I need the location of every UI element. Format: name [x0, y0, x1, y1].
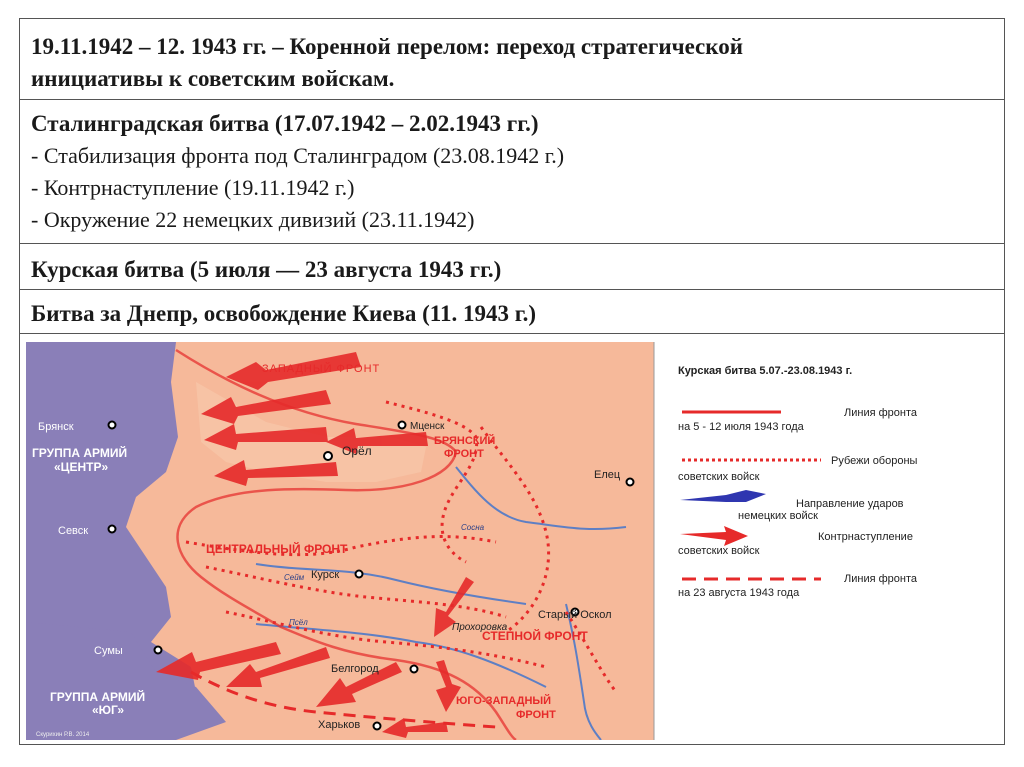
river-psel-label: Псёл [289, 618, 308, 627]
city-sevsk: Севск [58, 525, 89, 537]
header-line-1: 19.11.1942 – 12. 1943 гг. – Коренной перелом: переход стратегической [31, 34, 743, 59]
city-bryansk: Брянск [38, 421, 74, 433]
stalingrad-row [20, 100, 1004, 244]
label-yugozap-1: ЮГО-ЗАПАДНЫЙ [456, 695, 552, 707]
legend-3-line1: Направление ударов [796, 498, 904, 510]
legend-5-line2: на 23 августа 1943 года [678, 587, 800, 599]
stalingrad-item-3: - Окружение 22 немецких дивизий (23.11.1942) [31, 207, 475, 232]
city-sevsk-dot [109, 526, 116, 533]
kursk-title: Курская битва (5 июля — 23 августа 1943 гг.) [31, 257, 502, 282]
map-svg [26, 342, 994, 740]
legend-title: Курская битва 5.07.-23.08.1943 г. [678, 365, 853, 377]
map-legend [678, 365, 918, 599]
label-zapadny-front: ЗАПАДНЫЙ ФРОНТ [262, 363, 381, 375]
city-kursk-dot [356, 571, 363, 578]
stalingrad-item-2: - Контрнаступление (19.11.1942 г.) [31, 175, 355, 200]
city-elets: Елец [594, 469, 621, 481]
city-mtsensk: Мценск [410, 421, 445, 432]
river-seim-label: Сейм [284, 573, 305, 582]
legend-3-line2: немецких войск [738, 510, 818, 522]
kursk-row [20, 244, 1004, 290]
legend-1-line1: Линия фронта [844, 407, 917, 419]
city-belgorod: Белгород [331, 663, 379, 675]
label-bryansky-2: ФРОНТ [444, 448, 484, 460]
dnepr-title: Битва за Днепр, освобождение Киева (11. 1943 г.) [31, 301, 537, 326]
city-prokhorovka: Прохоровка [452, 622, 508, 633]
header-row [20, 19, 1004, 100]
legend-5-line1: Линия фронта [844, 573, 917, 585]
legend-2-line1: Рубежи обороны [831, 455, 918, 467]
label-bryansky-1: БРЯНСКИЙ [434, 435, 496, 447]
label-gruppa-south-2: «ЮГ» [92, 703, 125, 717]
legend-2-line2: советских войск [678, 471, 760, 483]
dnepr-row [20, 290, 1004, 334]
city-orel-dot [324, 452, 332, 460]
city-orel: Орёл [342, 444, 372, 458]
label-gruppa-center-2: «ЦЕНТР» [54, 460, 109, 474]
label-gruppa-south-1: ГРУППА АРМИЙ [50, 690, 146, 704]
legend-4-line2: советских войск [678, 545, 760, 557]
city-sumy-dot [155, 647, 162, 654]
city-belgorod-dot [411, 666, 418, 673]
label-gruppa-center-1: ГРУППА АРМИЙ [32, 446, 128, 460]
city-sumy: Сумы [94, 645, 123, 657]
label-tsentralny-front: ЦЕНТРАЛЬНЫЙ ФРОНТ [206, 542, 348, 556]
city-bryansk-dot [109, 422, 116, 429]
map-author: Скурихин Р.В. 2014 [36, 732, 90, 738]
slide-table [19, 18, 1005, 745]
stalingrad-item-1: - Стабилизация фронта под Сталинградом (23.08.1942 г.) [31, 143, 565, 168]
legend-1-line2: на 5 - 12 июля 1943 года [678, 421, 804, 433]
label-stepnoy-front: СТЕПНОЙ ФРОНТ [482, 629, 588, 643]
city-stary-oskol: Старый Оскол [538, 609, 612, 621]
city-kursk: Курск [311, 569, 340, 581]
legend-swatch-counteroffensive [680, 526, 748, 546]
kursk-battle-map [26, 342, 994, 740]
stalingrad-title: Сталинградская битва (17.07.1942 – 2.02.1943 гг.) [31, 111, 539, 136]
legend-4-line1: Контрнаступление [818, 531, 913, 543]
label-yugozap-2: ФРОНТ [516, 709, 556, 721]
city-elets-dot [627, 479, 634, 486]
header-line-2: инициативы к советским войскам. [31, 66, 395, 91]
legend-swatch-german-attack [680, 490, 766, 502]
city-kharkov: Харьков [318, 719, 361, 731]
city-mtsensk-dot [399, 422, 406, 429]
city-kharkov-dot [374, 723, 381, 730]
river-sosna-label: Сосна [461, 523, 485, 532]
